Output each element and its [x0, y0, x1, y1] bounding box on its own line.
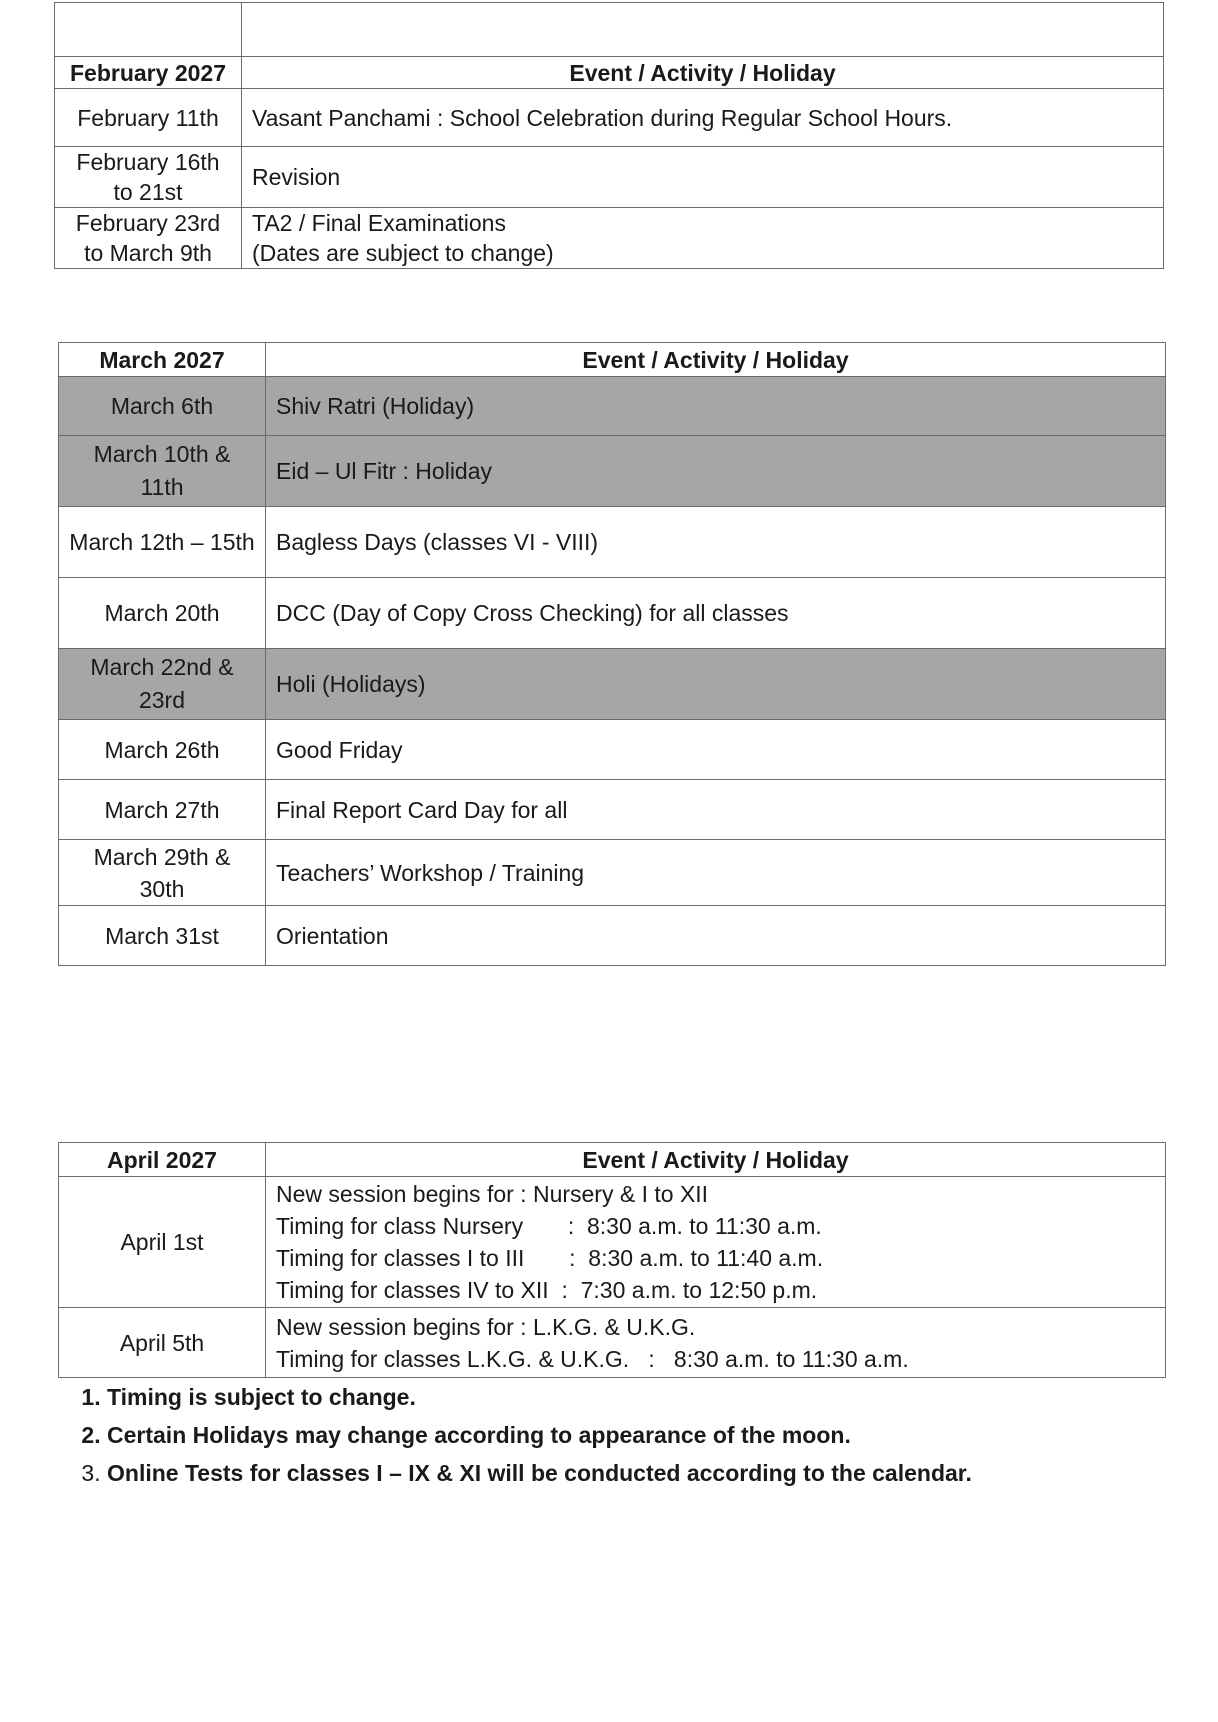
event-line: Timing for classes L.K.G. & U.K.G. : 8:30 a.m. to 11:30 a.m.	[276, 1345, 909, 1372]
event-column-header: Event / Activity / Holiday	[266, 1143, 1166, 1177]
date-cell: March 26th	[59, 720, 266, 780]
table-row	[59, 720, 1166, 780]
blank-cell	[55, 3, 242, 57]
event-column-header: Event / Activity / Holiday	[242, 57, 1164, 89]
notes-list	[62, 1378, 972, 1492]
note-item: 3. Online Tests for classes I – IX & XI will be conducted according to the calendar.	[107, 1454, 972, 1492]
event-cell: Shiv Ratri (Holiday)	[266, 377, 1166, 436]
april-2027-table	[58, 1142, 1166, 1378]
event-line: Timing for classes IV to XII : 7:30 a.m. to 12:50 p.m.	[276, 1277, 818, 1303]
date-cell: April 5th	[59, 1308, 266, 1378]
table-row	[59, 840, 1166, 906]
note-item: 2. Certain Holidays may change according to appearance of the moon.	[107, 1416, 972, 1454]
date-cell: March 20th	[59, 578, 266, 649]
table-row	[55, 89, 1164, 147]
event-cell: Orientation	[266, 906, 1166, 966]
date-cell: February 23rd to March 9th	[55, 208, 242, 269]
blank-row	[55, 3, 1164, 57]
event-cell	[266, 1177, 1166, 1308]
event-line: Timing for classes I to III : 8:30 a.m. to 11:40 a.m.	[276, 1245, 824, 1271]
table-row	[59, 507, 1166, 578]
event-line: Timing for class Nursery : 8:30 a.m. to 11:30 a.m.	[276, 1213, 822, 1239]
date-cell: March 12th – 15th	[59, 507, 266, 578]
date-cell: March 29th & 30th	[59, 840, 266, 906]
table-row	[59, 578, 1166, 649]
table-header-row	[55, 57, 1164, 89]
event-cell: DCC (Day of Copy Cross Checking) for all classes	[266, 578, 1166, 649]
event-cell: Eid – Ul Fitr : Holiday	[266, 436, 1166, 507]
event-cell	[266, 1308, 1166, 1378]
blank-cell	[242, 3, 1164, 57]
note-item: 1. Timing is subject to change.	[107, 1378, 972, 1416]
date-cell: March 6th	[59, 377, 266, 436]
table-row	[59, 377, 1166, 436]
table-header-row	[59, 343, 1166, 377]
month-header: April 2027	[59, 1143, 266, 1177]
event-cell	[242, 208, 1164, 269]
date-cell: February 16th to 21st	[55, 147, 242, 208]
table-row	[59, 1308, 1166, 1378]
table-row	[59, 1177, 1166, 1308]
event-line: TA2 / Final Examinations	[252, 210, 506, 236]
event-column-header: Event / Activity / Holiday	[266, 343, 1166, 377]
date-cell: March 22nd & 23rd	[59, 649, 266, 720]
event-cell: Bagless Days (classes VI - VIII)	[266, 507, 1166, 578]
event-cell: Good Friday	[266, 720, 1166, 780]
event-cell: Revision	[242, 147, 1164, 208]
event-cell: Vasant Panchami : School Celebration during Regular School Hours.	[242, 89, 1164, 147]
table-row	[55, 208, 1164, 269]
february-2027-table	[54, 2, 1164, 269]
event-cell: Final Report Card Day for all	[266, 780, 1166, 840]
date-cell: February 11th	[55, 89, 242, 147]
table-row	[59, 906, 1166, 966]
table-row	[59, 436, 1166, 507]
event-cell: Holi (Holidays)	[266, 649, 1166, 720]
date-cell: March 27th	[59, 780, 266, 840]
table-row	[59, 780, 1166, 840]
month-header: February 2027	[55, 57, 242, 89]
date-cell: March 10th & 11th	[59, 436, 266, 507]
march-2027-table	[58, 342, 1166, 966]
event-line: New session begins for : Nursery & I to XII	[276, 1181, 709, 1207]
month-header: March 2027	[59, 343, 266, 377]
event-cell: Teachers’ Workshop / Training	[266, 840, 1166, 906]
table-row	[55, 147, 1164, 208]
date-cell: April 1st	[59, 1177, 266, 1308]
table-row	[59, 649, 1166, 720]
date-cell: March 31st	[59, 906, 266, 966]
event-line: New session begins for : L.K.G. & U.K.G.	[276, 1313, 696, 1340]
table-header-row	[59, 1143, 1166, 1177]
event-line: (Dates are subject to change)	[252, 240, 554, 266]
